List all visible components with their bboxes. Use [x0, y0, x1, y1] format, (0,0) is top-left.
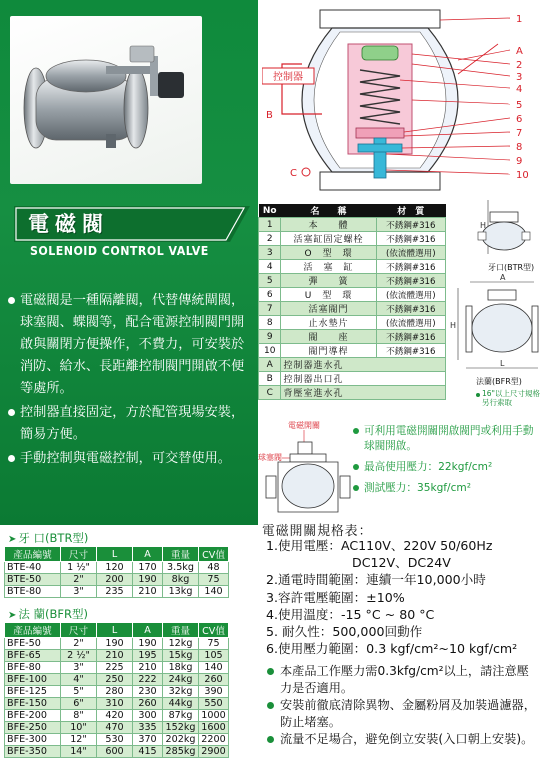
- table-cell: 活塞缸固定螺栓: [281, 232, 376, 246]
- table-cell: 170: [133, 562, 163, 574]
- table-cell: 250: [97, 674, 133, 686]
- spec-item: 2.通電時間範圍：連續一年10,000小時: [266, 572, 486, 588]
- table-row: [259, 218, 446, 232]
- table-cell: 530: [97, 734, 133, 746]
- table-cell: 不銹鋼#316: [376, 344, 445, 358]
- table-row: [5, 638, 229, 650]
- table-cell: 控制器進水孔: [281, 358, 446, 372]
- table-cell: U 型 環: [281, 288, 376, 302]
- table-cell: 390: [199, 686, 229, 698]
- table-header: CV值: [199, 623, 229, 638]
- bfr-table-body: [5, 638, 229, 758]
- table-cell: 195: [133, 650, 163, 662]
- table-cell: 600: [97, 746, 133, 758]
- table-cell: 2": [61, 638, 97, 650]
- callout-label: 5: [516, 100, 523, 111]
- table-cell: 152kg: [163, 722, 199, 734]
- table-cell: BFE-350: [5, 746, 61, 758]
- table-row: [259, 316, 446, 330]
- table-cell: BFE-80: [5, 662, 61, 674]
- feature-item: 測試壓力：35kgf/cm²: [352, 481, 538, 496]
- table-cell: 235: [97, 586, 133, 598]
- spec-item: 4.使用溫度：-15 °C ~ 80 °C: [266, 606, 435, 622]
- table-cell: 背壓室進水孔: [281, 386, 446, 400]
- table-cell: 不銹鋼#316: [376, 232, 445, 246]
- table-cell: 210: [133, 586, 163, 598]
- feature-item: 最高使用壓力：22kgf/cm²: [352, 460, 538, 475]
- table-cell: 10: [259, 344, 281, 358]
- bfr-table: [4, 622, 229, 758]
- table-cell: 140: [199, 662, 229, 674]
- table-header: A: [133, 547, 163, 562]
- table-cell: 48: [199, 562, 229, 574]
- table-row: [5, 746, 229, 758]
- table-header: 尺寸: [61, 547, 97, 562]
- table-cell: 不銹鋼#316: [376, 330, 445, 344]
- description-list: [6, 290, 252, 472]
- feature-list: [352, 424, 538, 502]
- table-cell: 14": [61, 746, 97, 758]
- table-row: [259, 302, 446, 316]
- table-cell: 4: [259, 260, 281, 274]
- callout-label: 9: [516, 156, 523, 167]
- table-cell: 本 體: [281, 218, 376, 232]
- table-cell: A: [259, 358, 281, 372]
- table-cell: 閥 座: [281, 330, 376, 344]
- table-row: [259, 232, 446, 246]
- table-cell: (依流體選用): [376, 246, 445, 260]
- table-row: [259, 386, 446, 400]
- table-cell: BFE-100: [5, 674, 61, 686]
- table-cell: 2": [61, 574, 97, 586]
- left-panel: [0, 0, 258, 525]
- table-header: CV值: [199, 547, 229, 562]
- table-header: 名 稱: [281, 204, 376, 218]
- dim-h-label: H: [480, 221, 487, 230]
- table-cell: BFE-250: [5, 722, 61, 734]
- parts-table-body: [259, 218, 446, 400]
- table-cell: 止水墊片: [281, 316, 376, 330]
- size-note: 16"以上尺寸規格另行索取: [482, 389, 540, 407]
- callout-label: 7: [516, 128, 523, 139]
- spec-item: DC12V、DC24V: [352, 555, 451, 571]
- callout-label: B: [266, 110, 273, 121]
- btr-table: [4, 546, 229, 598]
- spec-item: 6.使用壓力範圍：0.3 kgf/cm²~10 kgf/cm²: [266, 641, 518, 657]
- table-cell: 10": [61, 722, 97, 734]
- table-cell: 75: [199, 574, 229, 586]
- table-row: [5, 710, 229, 722]
- table-row: [5, 586, 229, 598]
- table-cell: 6": [61, 698, 97, 710]
- table-cell: 280: [97, 686, 133, 698]
- table-cell: 210: [133, 662, 163, 674]
- table-row: [259, 260, 446, 274]
- valve-photo-icon: [10, 16, 202, 184]
- table-cell: (依流體選用): [376, 316, 445, 330]
- table-cell: 18kg: [163, 662, 199, 674]
- callout-label: 1: [516, 14, 523, 25]
- table-cell: 190: [133, 638, 163, 650]
- table-cell: BTE-40: [5, 562, 61, 574]
- spec-title: 電磁開關規格表：: [262, 524, 373, 539]
- table-cell: 8: [259, 316, 281, 330]
- table-cell: 550: [199, 698, 229, 710]
- table-header: A: [133, 623, 163, 638]
- table-cell: 190: [133, 574, 163, 586]
- table-cell: BTE-80: [5, 586, 61, 598]
- arrow-right-icon: ➤: [8, 610, 17, 621]
- table-cell: 225: [97, 662, 133, 674]
- table-cell: 310: [97, 698, 133, 710]
- table-cell: 活 塞 缸: [281, 260, 376, 274]
- table-cell: 222: [133, 674, 163, 686]
- table-cell: 2: [259, 232, 281, 246]
- callout-label: 3: [516, 72, 523, 83]
- dim-a-label: A: [500, 273, 506, 282]
- table-cell: 260: [199, 674, 229, 686]
- table-cell: O 型 環: [281, 246, 376, 260]
- table-header: 重量: [163, 623, 199, 638]
- spec-item: 3.容許電壓範圍：±10%: [266, 589, 405, 605]
- table-header-row: [5, 623, 229, 638]
- table-cell: 75: [199, 638, 229, 650]
- table-row: [5, 650, 229, 662]
- parts-table: [258, 204, 446, 400]
- table-cell: BFE-200: [5, 710, 61, 722]
- table-cell: 3": [61, 662, 97, 674]
- table-cell: 6: [259, 288, 281, 302]
- table-cell: 190: [97, 638, 133, 650]
- table-cell: 370: [133, 734, 163, 746]
- bfr-section-label: ➤ 法 蘭(BFR型): [8, 607, 89, 621]
- table-cell: 3.5kg: [163, 562, 199, 574]
- table-cell: 415: [133, 746, 163, 758]
- table-header-row: [259, 204, 446, 218]
- table-row: [5, 734, 229, 746]
- table-cell: 不銹鋼#316: [376, 274, 445, 288]
- table-cell: 不銹鋼#316: [376, 218, 445, 232]
- table-cell: 210: [97, 650, 133, 662]
- callout-label: 4: [516, 84, 523, 95]
- table-cell: 15kg: [163, 650, 199, 662]
- note-item: 本產品工作壓力需0.3kfg/cm²以上，請注意壓力是否適用。: [266, 663, 538, 696]
- table-cell: 470: [97, 722, 133, 734]
- table-cell: 不銹鋼#316: [376, 260, 445, 274]
- table-header: 尺寸: [61, 623, 97, 638]
- btr-table-body: [5, 562, 229, 598]
- table-row: [259, 246, 446, 260]
- table-cell: 控制器出口孔: [281, 372, 446, 386]
- installation-schematic: [258, 420, 358, 520]
- table-row: [5, 722, 229, 734]
- ball-valve-label: 球塞閥: [258, 453, 282, 462]
- bfr-label: 法蘭(BFR型): [476, 377, 522, 386]
- table-cell: 不銹鋼#316: [376, 302, 445, 316]
- table-cell: 32kg: [163, 686, 199, 698]
- table-cell: 120: [97, 562, 133, 574]
- table-cell: 活塞閥門: [281, 302, 376, 316]
- callout-label: 2: [516, 60, 523, 71]
- table-cell: 2200: [199, 734, 229, 746]
- table-header: 產品編號: [5, 623, 61, 638]
- table-cell: 44kg: [163, 698, 199, 710]
- table-cell: 12": [61, 734, 97, 746]
- table-cell: 彈 簧: [281, 274, 376, 288]
- table-row: [5, 698, 229, 710]
- valve-cutaway-diagram: [262, 4, 540, 200]
- table-cell: 2900: [199, 746, 229, 758]
- controller-label: 控制器: [273, 72, 303, 83]
- table-cell: 7: [259, 302, 281, 316]
- table-cell: 335: [133, 722, 163, 734]
- table-row: [5, 662, 229, 674]
- table-cell: 3": [61, 586, 97, 598]
- table-row: [259, 358, 446, 372]
- callout-label: 6: [516, 114, 523, 125]
- table-row: [5, 574, 229, 586]
- table-header: 重量: [163, 547, 199, 562]
- table-row: [5, 674, 229, 686]
- callout-label: 8: [516, 142, 523, 153]
- notes-list: [266, 663, 538, 749]
- table-cell: 24kg: [163, 674, 199, 686]
- table-cell: BFE-50: [5, 638, 61, 650]
- table-cell: 87kg: [163, 710, 199, 722]
- table-cell: 285kg: [163, 746, 199, 758]
- table-row: [5, 686, 229, 698]
- table-header: No: [259, 204, 281, 218]
- table-cell: 8": [61, 710, 97, 722]
- spec-item: 5. 耐久性：500,000回動作: [266, 624, 423, 640]
- table-cell: C: [259, 386, 281, 400]
- table-cell: 12kg: [163, 638, 199, 650]
- description-item: 控制器直接固定，方於配管現場安裝，簡易方便。: [6, 402, 252, 446]
- table-header-row: [5, 547, 229, 562]
- dim-h-label: H: [450, 321, 457, 330]
- table-header: L: [97, 547, 133, 562]
- table-cell: 105: [199, 650, 229, 662]
- table-cell: B: [259, 372, 281, 386]
- table-header: 材 質: [376, 204, 445, 218]
- table-cell: 閥門導桿: [281, 344, 376, 358]
- spec-list: [266, 537, 517, 657]
- table-cell: 8kg: [163, 574, 199, 586]
- table-cell: 4": [61, 674, 97, 686]
- table-row: [259, 288, 446, 302]
- table-cell: 13kg: [163, 586, 199, 598]
- table-cell: 420: [97, 710, 133, 722]
- table-cell: 5": [61, 686, 97, 698]
- table-cell: 300: [133, 710, 163, 722]
- table-row: [259, 372, 446, 386]
- callout-label: C: [290, 168, 297, 179]
- btr-section-label: ➤ 牙 口(BTR型): [8, 531, 89, 545]
- callout-label: 10: [516, 170, 529, 181]
- table-cell: 1: [259, 218, 281, 232]
- table-row: [259, 330, 446, 344]
- table-cell: BFE-150: [5, 698, 61, 710]
- callout-label: A: [516, 46, 523, 57]
- dimension-drawings: [448, 198, 540, 438]
- table-header: 產品編號: [5, 547, 61, 562]
- table-cell: (依流體選用): [376, 288, 445, 302]
- table-row: [259, 274, 446, 288]
- table-row: [259, 344, 446, 358]
- table-row: [5, 562, 229, 574]
- feature-item: 可利用電磁開關開啟閥門或利用手動球閥開啟。: [352, 424, 538, 454]
- table-cell: 202kg: [163, 734, 199, 746]
- table-cell: BFE-125: [5, 686, 61, 698]
- table-cell: 2 ½": [61, 650, 97, 662]
- table-cell: 9: [259, 330, 281, 344]
- table-cell: 1600: [199, 722, 229, 734]
- table-cell: BTE-50: [5, 574, 61, 586]
- description-item: 手動控制與電磁控制，可交替使用。: [6, 448, 252, 470]
- table-cell: 200: [97, 574, 133, 586]
- page-subtitle: SOLENOID CONTROL VALVE: [30, 244, 209, 258]
- note-item: 安裝前徹底清除異物、金屬粉屑及加裝過濾器，防止堵塞。: [266, 697, 538, 730]
- btr-label: 牙口(BTR型): [488, 263, 535, 272]
- table-cell: 1 ½": [61, 562, 97, 574]
- table-cell: 140: [199, 586, 229, 598]
- table-cell: 1000: [199, 710, 229, 722]
- note-item: 流量不足場合，避免倒立安裝(入口朝上安裝)。: [266, 731, 538, 748]
- page-title: 電磁閥: [28, 212, 109, 236]
- table-cell: BFE-300: [5, 734, 61, 746]
- table-cell: BFE-65: [5, 650, 61, 662]
- table-header: L: [97, 623, 133, 638]
- description-item: 電磁閥是一種隔離閥，代替傳統閘閥，球塞閥、蝶閥等，配合電源控制閥門開啟與關閉方便操作，不費力，可安裝於消防、給水、長距離控制閥門開啟不便等處所。: [6, 290, 252, 400]
- product-photo: [10, 16, 202, 184]
- solenoid-label: 電磁開關: [288, 421, 320, 430]
- arrow-right-icon: ➤: [8, 534, 17, 545]
- table-cell: 230: [133, 686, 163, 698]
- table-cell: 3: [259, 246, 281, 260]
- dim-l-label: L: [500, 359, 505, 368]
- table-cell: 260: [133, 698, 163, 710]
- spec-item: 1.使用電壓：AC110V、220V 50/60Hz: [266, 538, 493, 553]
- table-cell: 5: [259, 274, 281, 288]
